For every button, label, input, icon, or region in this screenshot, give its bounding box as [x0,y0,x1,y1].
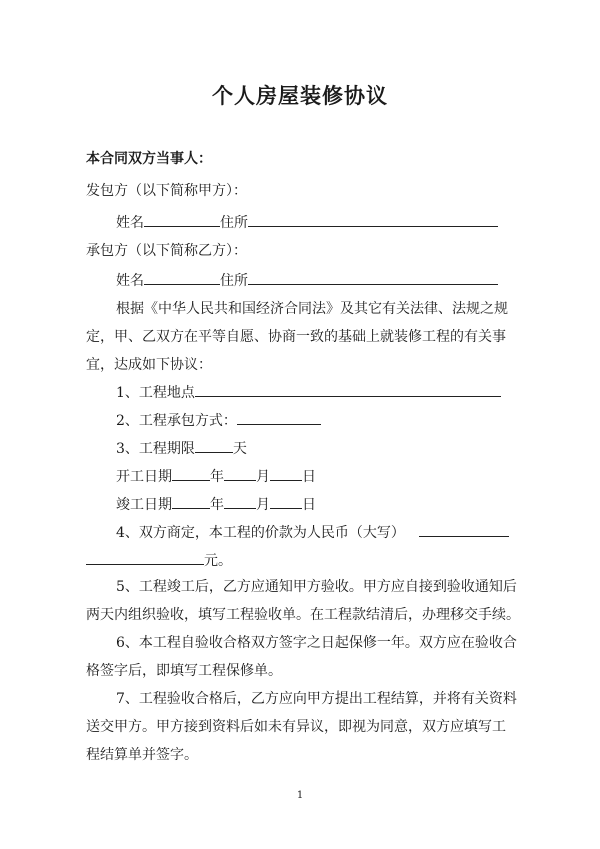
clause-6-line-1: 6、本工程自验收合格双方签字之日起保修一年。双方应在验收合 [116,635,517,651]
start-day-unit: 日 [302,469,316,485]
page-number: 1 [296,790,304,801]
start-month-blank [224,466,256,481]
clause-6-line-2: 格签字后，即填写工程保修单。 [86,663,282,679]
clause-1-label: 1、工程地点 [116,385,195,401]
end-month-blank [224,494,256,509]
clause-4-text: 4、双方商定，本工程的价款为人民币（大写） [116,525,405,541]
party-a-label: 发包方（以下简称甲方）： [86,183,247,199]
party-a-fields [116,212,498,232]
clause-7-line-3: 程结算单并签字。 [86,747,198,763]
clause-7-line-1: 7、工程验收合格后，乙方应向甲方提出工程结算，并将有关资料 [116,691,517,707]
clause-3 [116,438,247,458]
parties-heading: 本合同双方当事人： [86,151,212,167]
party-a-address-label: 住所 [220,215,248,231]
end-month-unit: 月 [256,497,270,513]
party-a-address-blank [248,212,498,227]
clause-5-line-1: 5、工程竣工后，乙方应通知甲方验收。甲方应自接到验收通知后 [116,579,517,595]
party-b-label: 承包方（以下简称乙方）： [86,243,247,259]
party-b-name-label: 姓名 [116,273,144,289]
clause-2-blank [237,410,321,425]
clause-2-label: 2、工程承包方式： [116,413,237,429]
clause-1-blank [195,382,501,397]
end-year-blank [172,494,210,509]
end-year-unit: 年 [210,497,224,513]
intro-line-1: 根据《中华人民共和国经济合同法》及其它有关法律、法规之规 [116,301,508,317]
party-b-fields [116,270,498,290]
end-date [116,494,316,514]
start-day-blank [270,466,302,481]
start-year-blank [172,466,210,481]
clause-4-unit: 元。 [204,553,232,569]
start-year-unit: 年 [210,469,224,485]
clause-3-day-unit: 天 [232,441,247,457]
party-b-address-blank [248,270,498,285]
party-a-name-blank [144,212,220,227]
clause-4-amount-blank-2 [86,550,204,565]
party-b-name-blank [144,270,220,285]
clause-2 [116,410,321,430]
end-date-label: 竣工日期 [116,497,172,513]
end-day-unit: 日 [302,497,316,513]
clause-1 [116,382,501,402]
clause-5-line-2: 两天内组织验收，填写工程验收单。在工程款结清后，办理移交手续。 [86,607,520,623]
start-date-label: 开工日期 [116,469,172,485]
clause-4 [116,522,509,542]
clause-4-cont [86,550,232,570]
clause-3-days-blank [195,438,233,453]
clause-7-line-2: 送交甲方。甲方接到资料后如未有异议，即视为同意，双方应填写工 [86,719,506,735]
start-date [116,466,316,486]
intro-line-2: 定，甲、乙双方在平等自愿、协商一致的基础上就装修工程的有关事 [86,329,506,345]
party-b-address-label: 住所 [220,273,248,289]
party-a-name-label: 姓名 [116,215,144,231]
end-day-blank [270,494,302,509]
clause-3-label: 3、工程期限 [116,441,195,457]
intro-line-3: 宜，达成如下协议： [86,357,212,373]
document-title: 个人房屋装修协议 [212,84,388,108]
clause-4-amount-blank [419,522,509,537]
start-month-unit: 月 [256,469,270,485]
